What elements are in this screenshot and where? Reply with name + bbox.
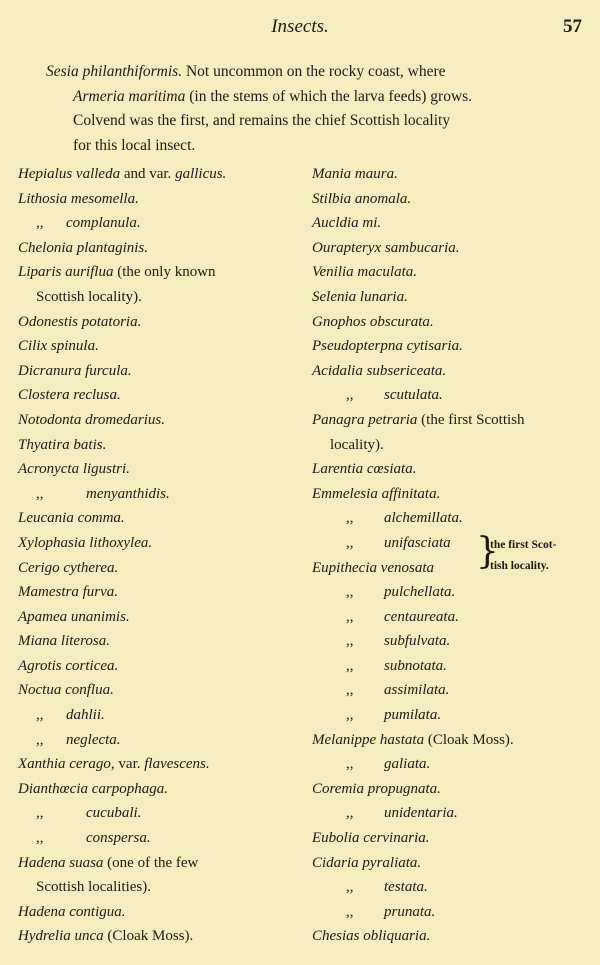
species-name: Selenia lunaria.	[312, 288, 408, 305]
species-name: Cidaria pyraliata.	[312, 854, 422, 871]
species-name: Aucldia mi.	[312, 215, 382, 232]
species-entry	[18, 383, 303, 408]
intro-line	[0, 60, 600, 85]
intro-line	[0, 109, 600, 134]
ditto-mark: ,,	[346, 682, 354, 699]
species-entry	[312, 654, 597, 679]
species-entry	[312, 801, 597, 826]
species-entry	[312, 924, 597, 949]
species-name: Gnophos obscurata.	[312, 313, 434, 330]
species-entry	[312, 605, 597, 630]
species-name: complanula.	[66, 215, 141, 232]
species-name: Acidalia subsericeata.	[312, 362, 447, 379]
species-name: Armeria maritima	[73, 87, 186, 105]
species-entry	[18, 605, 303, 630]
brace-note-line-2: tish locality.	[490, 560, 549, 572]
species-name: Leucania comma.	[18, 510, 125, 527]
ditto-mark: ,,	[36, 707, 44, 724]
species-name: Ourapteryx sambucaria.	[312, 239, 460, 256]
species-name: galiata.	[384, 756, 431, 773]
ditto-mark: ,,	[346, 633, 354, 650]
species-name: Stilbia anomala.	[312, 190, 412, 207]
species-entry	[18, 752, 303, 777]
species-entry	[312, 506, 597, 531]
entry-note: (the first Scottish	[417, 411, 525, 428]
ditto-mark: ,,	[346, 608, 354, 625]
entry-note: (one of the few	[103, 854, 199, 871]
brace-note	[490, 535, 556, 577]
species-name: Pseudopterpna cytisaria.	[312, 338, 463, 355]
species-entry	[312, 433, 597, 458]
species-name: pulchellata.	[384, 584, 456, 601]
species-name: Mamestra furva.	[18, 584, 118, 601]
ditto-mark: ,,	[36, 805, 44, 822]
species-entry	[18, 556, 303, 581]
species-name: centaureata.	[384, 608, 459, 625]
species-name: Larentia cœsiata.	[312, 461, 417, 478]
species-name: Lithosia mesomella.	[18, 190, 139, 207]
species-entry	[312, 875, 597, 900]
species-entry	[312, 359, 597, 384]
species-entry	[18, 334, 303, 359]
species-entry	[312, 162, 597, 187]
ditto-mark: ,,	[36, 830, 44, 847]
ditto-mark: ,,	[36, 215, 44, 232]
ditto-mark: ,,	[346, 534, 354, 551]
species-name: Cerigo cytherea.	[18, 559, 119, 576]
intro-line	[0, 85, 600, 110]
species-entry	[18, 703, 303, 728]
species-entry	[312, 383, 597, 408]
species-entry	[312, 678, 597, 703]
species-name: Hepialus valleda	[18, 166, 121, 182]
species-name: alchemillata.	[384, 510, 463, 527]
species-entry	[18, 211, 303, 236]
species-name: unidentaria.	[384, 805, 458, 822]
entry-continuation: locality).	[330, 436, 384, 453]
species-entry	[312, 260, 597, 285]
species-name: Emmelesia affinitata.	[312, 485, 441, 502]
entry-note: , var.	[110, 756, 145, 773]
entry-note: (Cloak Moss).	[424, 731, 514, 748]
species-entry	[312, 826, 597, 851]
species-name: Chesias obliquaria.	[312, 928, 431, 945]
brace-note-line-1: the first Scot-	[490, 539, 557, 551]
brace-symbol: }	[476, 531, 499, 572]
species-name: Eupithecia venosata	[312, 559, 435, 576]
species-name: unifasciata	[384, 534, 451, 551]
species-entry	[18, 654, 303, 679]
species-entry	[18, 728, 303, 753]
species-entry	[312, 851, 597, 876]
ditto-mark: ,,	[346, 584, 354, 601]
species-entry	[312, 900, 597, 925]
species-name: conspersa.	[86, 830, 151, 847]
ditto-mark: ,,	[346, 903, 354, 920]
species-entry	[18, 408, 303, 433]
species-entry	[312, 211, 597, 236]
species-entry	[18, 826, 303, 851]
intro-paragraph	[0, 60, 600, 158]
species-name: Notodonta dromedarius.	[18, 411, 165, 428]
ditto-mark: ,,	[346, 879, 354, 896]
left-species-column	[18, 162, 303, 949]
species-entry	[18, 457, 303, 482]
species-name: Acronycta ligustri.	[18, 461, 130, 478]
species-name: Hadena contigua.	[18, 903, 126, 920]
species-name: assimilata.	[384, 682, 450, 699]
species-name: Coremia propugnata.	[312, 780, 441, 797]
species-name: Sesia philanthiformis.	[46, 63, 183, 80]
species-name: scutulata.	[384, 387, 443, 404]
entry-note: (the only known	[113, 264, 216, 281]
species-entry	[312, 187, 597, 212]
species-entry	[18, 482, 303, 507]
ditto-mark: ,,	[346, 387, 354, 404]
ditto-mark: ,,	[346, 707, 354, 724]
running-title: Insects.	[271, 16, 329, 37]
species-name: Melanippe hastata	[312, 731, 425, 748]
species-name: Hadena suasa	[18, 854, 104, 871]
ditto-mark: ,,	[346, 756, 354, 773]
species-entry	[18, 678, 303, 703]
species-entry	[18, 801, 303, 826]
species-entry	[312, 334, 597, 359]
ditto-mark: ,,	[346, 657, 354, 674]
intro-text: Not uncommon on the rocky coast, where	[182, 63, 446, 80]
species-name: Agrotis corticea.	[18, 657, 119, 674]
species-entry	[18, 777, 303, 802]
species-entry	[312, 629, 597, 654]
species-name: menyanthidis.	[86, 485, 170, 502]
species-name: neglecta.	[66, 731, 121, 748]
species-name: dahlii.	[66, 707, 105, 724]
variety-name: flavescens.	[144, 756, 210, 773]
species-entry	[312, 236, 597, 261]
species-name: Dianthœcia carpophaga.	[18, 780, 168, 797]
species-entry	[312, 310, 597, 335]
ditto-mark: ,,	[36, 731, 44, 748]
species-name: Chelonia plantaginis.	[18, 239, 149, 256]
species-entry	[18, 900, 303, 925]
species-entry	[312, 777, 597, 802]
species-name: testata.	[384, 879, 428, 896]
species-name: Hydrelia unca	[18, 928, 104, 945]
species-entry	[18, 359, 303, 384]
species-entry	[312, 482, 597, 507]
page-number: 57	[563, 16, 582, 37]
species-entry	[312, 285, 597, 310]
entry-continuation: Scottish locality).	[36, 288, 142, 305]
intro-text: for this local insect.	[73, 136, 196, 154]
species-entry	[18, 506, 303, 531]
species-entry	[312, 728, 597, 753]
species-entry	[18, 433, 303, 458]
species-name: Venilia maculata.	[312, 264, 417, 281]
intro-text: Colvend was the first, and remains the chief Scottish locality	[73, 112, 451, 129]
species-name: pumilata.	[384, 707, 442, 724]
species-name: cucubali.	[86, 805, 142, 822]
species-name: Odonestis potatoria.	[18, 313, 142, 330]
species-entry	[18, 875, 303, 900]
species-entry	[18, 310, 303, 335]
intro-line	[0, 134, 600, 159]
species-entry	[18, 531, 303, 556]
species-name: prunata.	[384, 903, 436, 920]
variety-name: gallicus.	[175, 166, 227, 182]
species-entry	[312, 580, 597, 605]
species-entry	[18, 236, 303, 261]
page-header	[0, 14, 600, 42]
species-name: Cilix spinula.	[18, 338, 99, 355]
species-entry	[18, 162, 303, 187]
ditto-mark: ,,	[346, 510, 354, 527]
species-name: Mania maura.	[312, 166, 398, 182]
entry-note: (Cloak Moss).	[103, 928, 194, 945]
species-name: subfulvata.	[384, 633, 451, 650]
species-entry	[312, 457, 597, 482]
species-entry	[18, 851, 303, 876]
species-name: Clostera reclusa.	[18, 387, 121, 404]
species-entry	[18, 924, 303, 949]
species-name: Xylophasia lithoxylea.	[18, 534, 153, 551]
species-entry	[312, 408, 597, 433]
species-entry	[18, 580, 303, 605]
entry-continuation: Scottish localities).	[36, 879, 151, 896]
ditto-mark: ,,	[36, 485, 44, 502]
species-entry	[18, 629, 303, 654]
species-name: Apamea unanimis.	[18, 608, 130, 625]
species-name: Miana literosa.	[18, 633, 110, 650]
species-entry	[18, 187, 303, 212]
species-name: Eubolia cervinaria.	[312, 830, 430, 847]
species-name: Panagra petraria	[312, 411, 418, 428]
species-name: Thyatira batis.	[18, 436, 107, 453]
species-entry	[312, 752, 597, 777]
species-entry	[18, 260, 303, 285]
species-name: subnotata.	[384, 657, 447, 674]
ditto-mark: ,,	[346, 805, 354, 822]
species-entry	[312, 703, 597, 728]
species-name: Noctua conflua.	[18, 682, 114, 699]
species-name: Dicranura furcula.	[18, 362, 132, 379]
species-entry	[18, 285, 303, 310]
entry-note: and var.	[120, 166, 176, 182]
species-name: Xanthia cerago	[18, 756, 111, 773]
species-name: Liparis auriflua	[18, 264, 114, 281]
intro-text: (in the stems of which the larva feeds) grows.	[185, 87, 473, 105]
